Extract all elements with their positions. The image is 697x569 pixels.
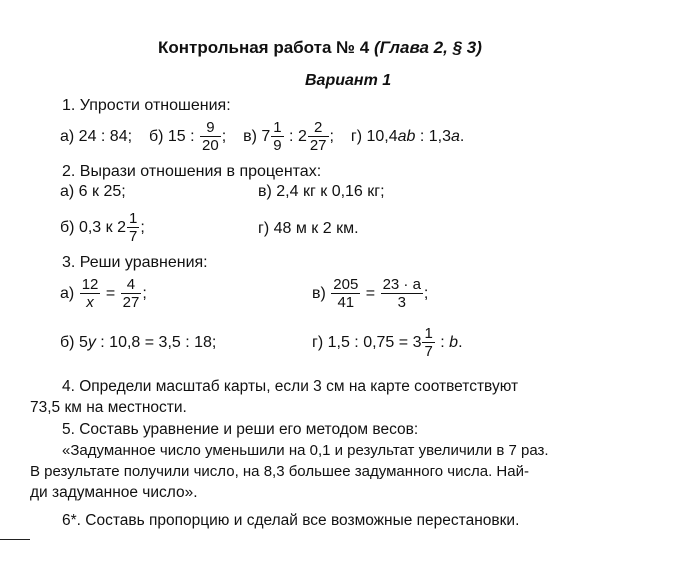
task6-line1: 6*. Составь пропорцию и сделай все возможные перестановки.	[62, 512, 520, 529]
fraction: $\frac{23 \cdot a}{3}$	[382, 276, 421, 312]
task1-label: 1. Упрости отношения:	[62, 97, 231, 114]
fraction: $\frac{2}{27}$	[309, 119, 327, 155]
task1-items	[60, 117, 464, 157]
fraction: $\frac{1}{9}$	[273, 119, 282, 155]
task1-b: б) 15 : $\frac{9}{20}$ ;	[148, 119, 227, 155]
task1-v: в) 7 $\frac{1}{9}$ : 2 $\frac{2}{27}$ ;	[243, 119, 334, 155]
task2-v: в) 2,4 кг к 0,16 кг;	[258, 183, 385, 200]
chapter-text: (Глава 2, § 3)	[373, 38, 482, 57]
page-title	[158, 38, 482, 58]
task3-g: г) 1,5 : 0,75 = 3 $\frac{1}{7}$ : b.	[312, 325, 463, 361]
task3-label: 3. Реши уравнения:	[62, 254, 208, 271]
fraction: $\frac{12}{x}$	[81, 276, 99, 312]
fraction: $\frac{1}{7}$	[128, 210, 138, 246]
task2-a: а) 6 к 25;	[60, 183, 126, 200]
task1-g: г) 10,4ab : 1,3a.	[350, 128, 465, 145]
task2-label: 2. Вырази отношения в процентах:	[62, 163, 322, 180]
fraction: $\frac{1}{7}$	[424, 325, 433, 361]
task3-b: б) 5y : 10,8 = 3,5 : 18;	[60, 334, 217, 351]
task1-a: а) 24 : 84;	[60, 128, 133, 145]
task2-g: г) 48 м к 2 км.	[258, 220, 359, 237]
task4-line1: 4. Определи масштаб карты, если 3 см на карте соответствуют	[62, 378, 519, 395]
fraction: $\frac{4}{27}$	[122, 276, 140, 312]
task4-line2: 73,5 км на местности.	[30, 399, 187, 416]
task5-line4: ди задуманное число».	[30, 484, 198, 501]
fraction: $\frac{205}{41}$	[333, 276, 359, 312]
task3-v: в) $\frac{205}{41}$ = $\frac{23 \cdot a}{3}$ ;	[312, 276, 429, 312]
task2-b: б) 0,3 к 2 $\frac{1}{7}$ ;	[60, 210, 145, 246]
task5-line2: «Задуманное число уменьшили на 0,1 и результат увеличили в 7 раз.	[62, 442, 549, 459]
task3-a: а) $\frac{12}{x}$ = $\frac{4}{27}$ ;	[60, 276, 147, 312]
variant-label: Вариант 1	[305, 72, 392, 89]
page-divider	[0, 539, 30, 540]
task5-line1: 5. Составь уравнение и реши его методом весов:	[62, 421, 419, 438]
fraction: $\frac{9}{20}$	[202, 119, 219, 155]
task5-line3: В результате получили число, на 8,3 большее задуманного числа. Най-	[30, 463, 529, 480]
title-text: Контрольная работа № 4	[158, 38, 370, 57]
